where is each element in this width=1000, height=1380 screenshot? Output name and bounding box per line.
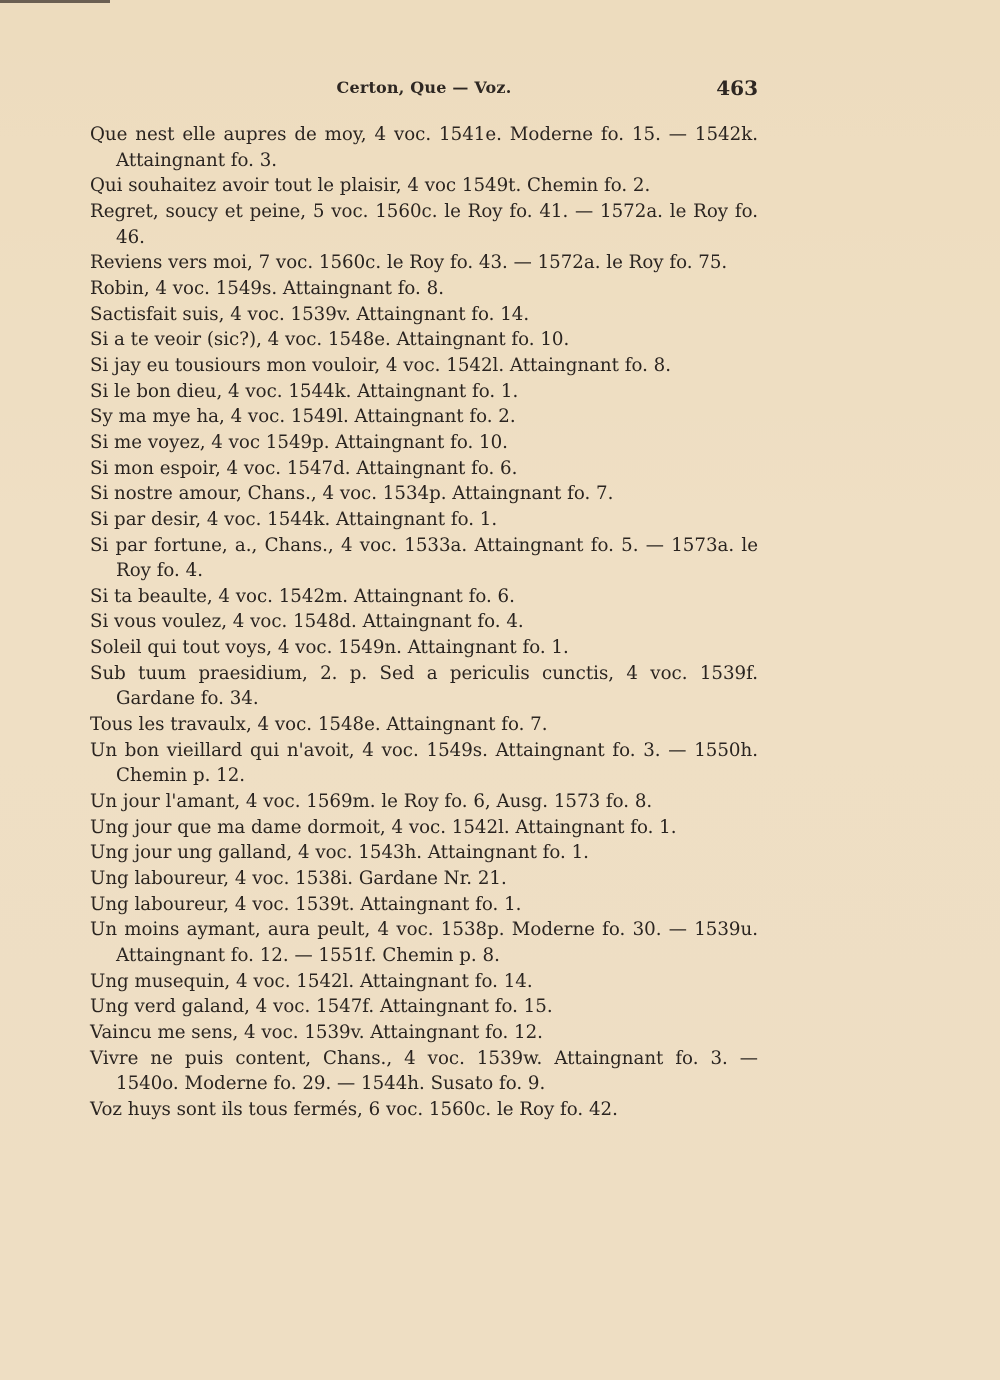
catalog-entry: Si jay eu tousiours mon vouloir, 4 voc. 1542l. Attaingnant fo. 8. [90,354,671,376]
catalog-entry: Qui souhaitez avoir tout le plaisir, 4 voc 1549t. Chemin fo. 2. [90,175,651,197]
catalog-entry: Un moins aymant, aura peult, 4 voc. 1538p. Moderne fo. 30. — 1539u. Attaingnant fo. 12. — 1551f. Chemin p. 8. [90,919,758,966]
catalog-entry: Si me voyez, 4 voc 1549p. Attaingnant fo. 10. [90,431,508,453]
page-number: 463 [716,76,758,100]
top-edge-rule [0,0,110,3]
catalog-entry: Ung jour ung galland, 4 voc. 1543h. Attaingnant fo. 1. [90,842,589,864]
catalog-entry: Ung verd galand, 4 voc. 1547f. Attaingnant fo. 15. [90,996,553,1018]
catalog-entry: Si vous voulez, 4 voc. 1548d. Attaingnant fo. 4. [90,611,524,633]
running-head: Certon, Que — Voz. [336,78,512,97]
catalog-entry: Si nostre amour, Chans., 4 voc. 1534p. Attaingnant fo. 7. [90,483,614,505]
catalog-entry: Si par desir, 4 voc. 1544k. Attaingnant fo. 1. [90,508,498,530]
catalog-entry: Vaincu me sens, 4 voc. 1539v. Attaingnant fo. 12. [90,1021,543,1043]
catalog-entry: Vivre ne puis content, Chans., 4 voc. 1539w. Attaingnant fo. 3. — 1540o. Moderne fo. 29. — 1544h. Susato fo. 9. [90,1047,758,1095]
catalog-entry: Si a te veoir (sic?), 4 voc. 1548e. Attaingnant fo. 10. [90,329,570,351]
page-header [90,78,758,108]
catalog-entry: Sy ma mye ha, 4 voc. 1549l. Attaingnant fo. 2. [90,406,516,428]
catalog-entry: Sub tuum praesidium, 2. p. Sed a periculis cunctis, 4 voc. 1539f. Gardane fo. 34. [90,662,758,710]
catalog-entry: Que nest elle aupres de moy, 4 voc. 1541e. Moderne fo. 15. — 1542k. Attaingnant fo. 3. [90,124,758,171]
catalog-entry: Ung musequin, 4 voc. 1542l. Attaingnant fo. 14. [90,970,533,992]
catalog-entry: Ung jour que ma dame dormoit, 4 voc. 1542l. Attaingnant fo. 1. [90,816,677,838]
catalog-entry: Regret, soucy et peine, 5 voc. 1560c. le Roy fo. 41. — 1572a. le Roy fo. 46. [90,200,758,248]
catalog-entry: Reviens vers moi, 7 voc. 1560c. le Roy fo. 43. — 1572a. le Roy fo. 75. [90,252,728,274]
catalog-entry: Ung laboureur, 4 voc. 1539t. Attaingnant fo. 1. [90,893,522,915]
catalog-entry: Voz huys sont ils tous fermés, 6 voc. 1560c. le Roy fo. 42. [90,1098,618,1120]
catalog-entry: Si le bon dieu, 4 voc. 1544k. Attaingnant fo. 1. [90,380,519,402]
catalog-entry: Un bon vieillard qui n'avoit, 4 voc. 1549s. Attaingnant fo. 3. — 1550h. Chemin p. 12. [90,739,758,787]
catalog-entry: Un jour l'amant, 4 voc. 1569m. le Roy fo. 6, Ausg. 1573 fo. 8. [90,791,653,813]
catalog-entry: Robin, 4 voc. 1549s. Attaingnant fo. 8. [90,277,444,299]
catalog-entry: Soleil qui tout voys, 4 voc. 1549n. Attaingnant fo. 1. [90,637,569,659]
catalog-entry-list [90,122,758,1123]
catalog-entry: Tous les travaulx, 4 voc. 1548e. Attaingnant fo. 7. [90,714,548,736]
catalog-entry: Sactisfait suis, 4 voc. 1539v. Attaingnant fo. 14. [90,303,530,325]
catalog-entry: Si ta beaulte, 4 voc. 1542m. Attaingnant fo. 6. [90,585,515,607]
catalog-entry: Si mon espoir, 4 voc. 1547d. Attaingnant fo. 6. [90,457,518,479]
catalog-entry: Ung laboureur, 4 voc. 1538i. Gardane Nr. 21. [90,868,507,890]
catalog-entry: Si par fortune, a., Chans., 4 voc. 1533a. Attaingnant fo. 5. — 1573a. le Roy fo. 4. [90,534,758,582]
